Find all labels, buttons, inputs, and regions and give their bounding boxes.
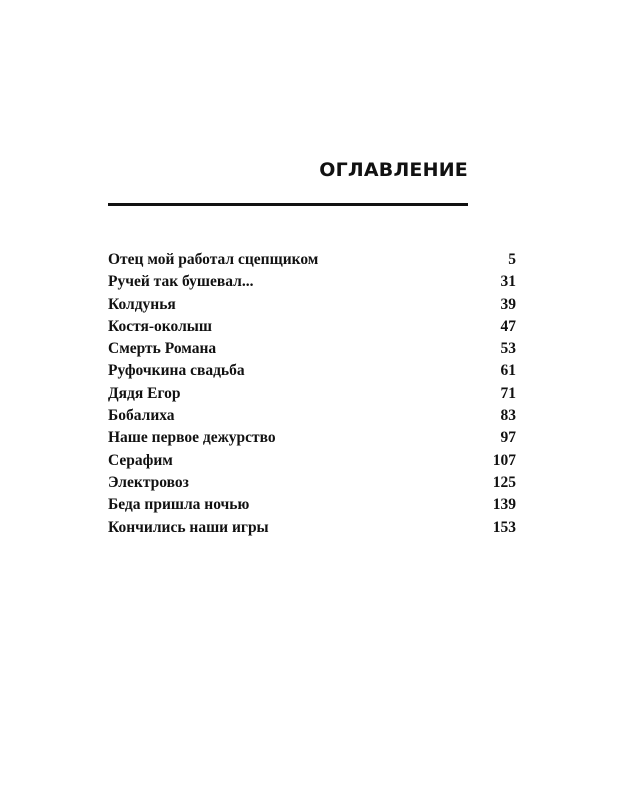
toc-entry-page: 125 — [492, 473, 516, 491]
toc-entry — [108, 472, 516, 494]
toc-entry — [108, 294, 516, 316]
toc-entry-title: Отец мой работал сцепщиком — [108, 251, 319, 268]
toc-entry-page: 31 — [500, 273, 516, 291]
toc-entry-title: Кончились наши игры — [108, 518, 269, 536]
toc-entry — [108, 450, 516, 472]
toc-entry-title: Электровоз — [108, 473, 189, 491]
toc-entry — [108, 316, 516, 338]
toc-entry-page: 71 — [500, 384, 516, 402]
toc-entry — [108, 383, 516, 405]
toc-entry-page: 47 — [500, 317, 516, 335]
toc-entry — [108, 494, 516, 516]
toc-entry-page: 83 — [500, 407, 516, 425]
toc-entry-title: Серафим — [108, 451, 173, 469]
toc-entry — [108, 249, 516, 271]
toc-entry-page: 39 — [500, 295, 516, 313]
toc-entry-page: 153 — [492, 518, 516, 536]
toc-entry-title: Смерть Романа — [108, 340, 217, 358]
toc-entry-title: Наше первое дежурство — [108, 429, 276, 447]
toc-entry — [108, 338, 516, 360]
toc-entry-title: Колдунья — [108, 295, 176, 313]
toc-entry — [108, 517, 516, 539]
toc-entry-page: 53 — [500, 340, 516, 358]
toc-entry-title: Бобалиха — [108, 407, 175, 425]
toc-entry-title: Костя-околыш — [108, 317, 212, 335]
toc-entry-title: Беда пришла ночью — [108, 496, 250, 514]
toc-entry — [108, 427, 516, 449]
toc-entry-page: 107 — [492, 451, 516, 469]
toc-entry-title: Ручей так бушевал... — [108, 273, 254, 291]
heading-rule — [108, 203, 468, 206]
toc-entry — [108, 360, 516, 382]
toc-entry-page: 139 — [492, 496, 516, 514]
toc-entry — [108, 405, 516, 427]
toc-entry-title: Дядя Егор — [108, 384, 181, 402]
toc-list — [108, 249, 516, 539]
toc-entry-page: 5 — [508, 251, 516, 268]
toc-entry-page: 61 — [500, 362, 516, 380]
toc-heading: ОГЛАВЛЕНИЕ — [319, 159, 468, 181]
toc-entry-page: 97 — [500, 429, 516, 447]
toc-entry — [108, 271, 516, 293]
toc-entry-title: Руфочкина свадьба — [108, 362, 245, 380]
